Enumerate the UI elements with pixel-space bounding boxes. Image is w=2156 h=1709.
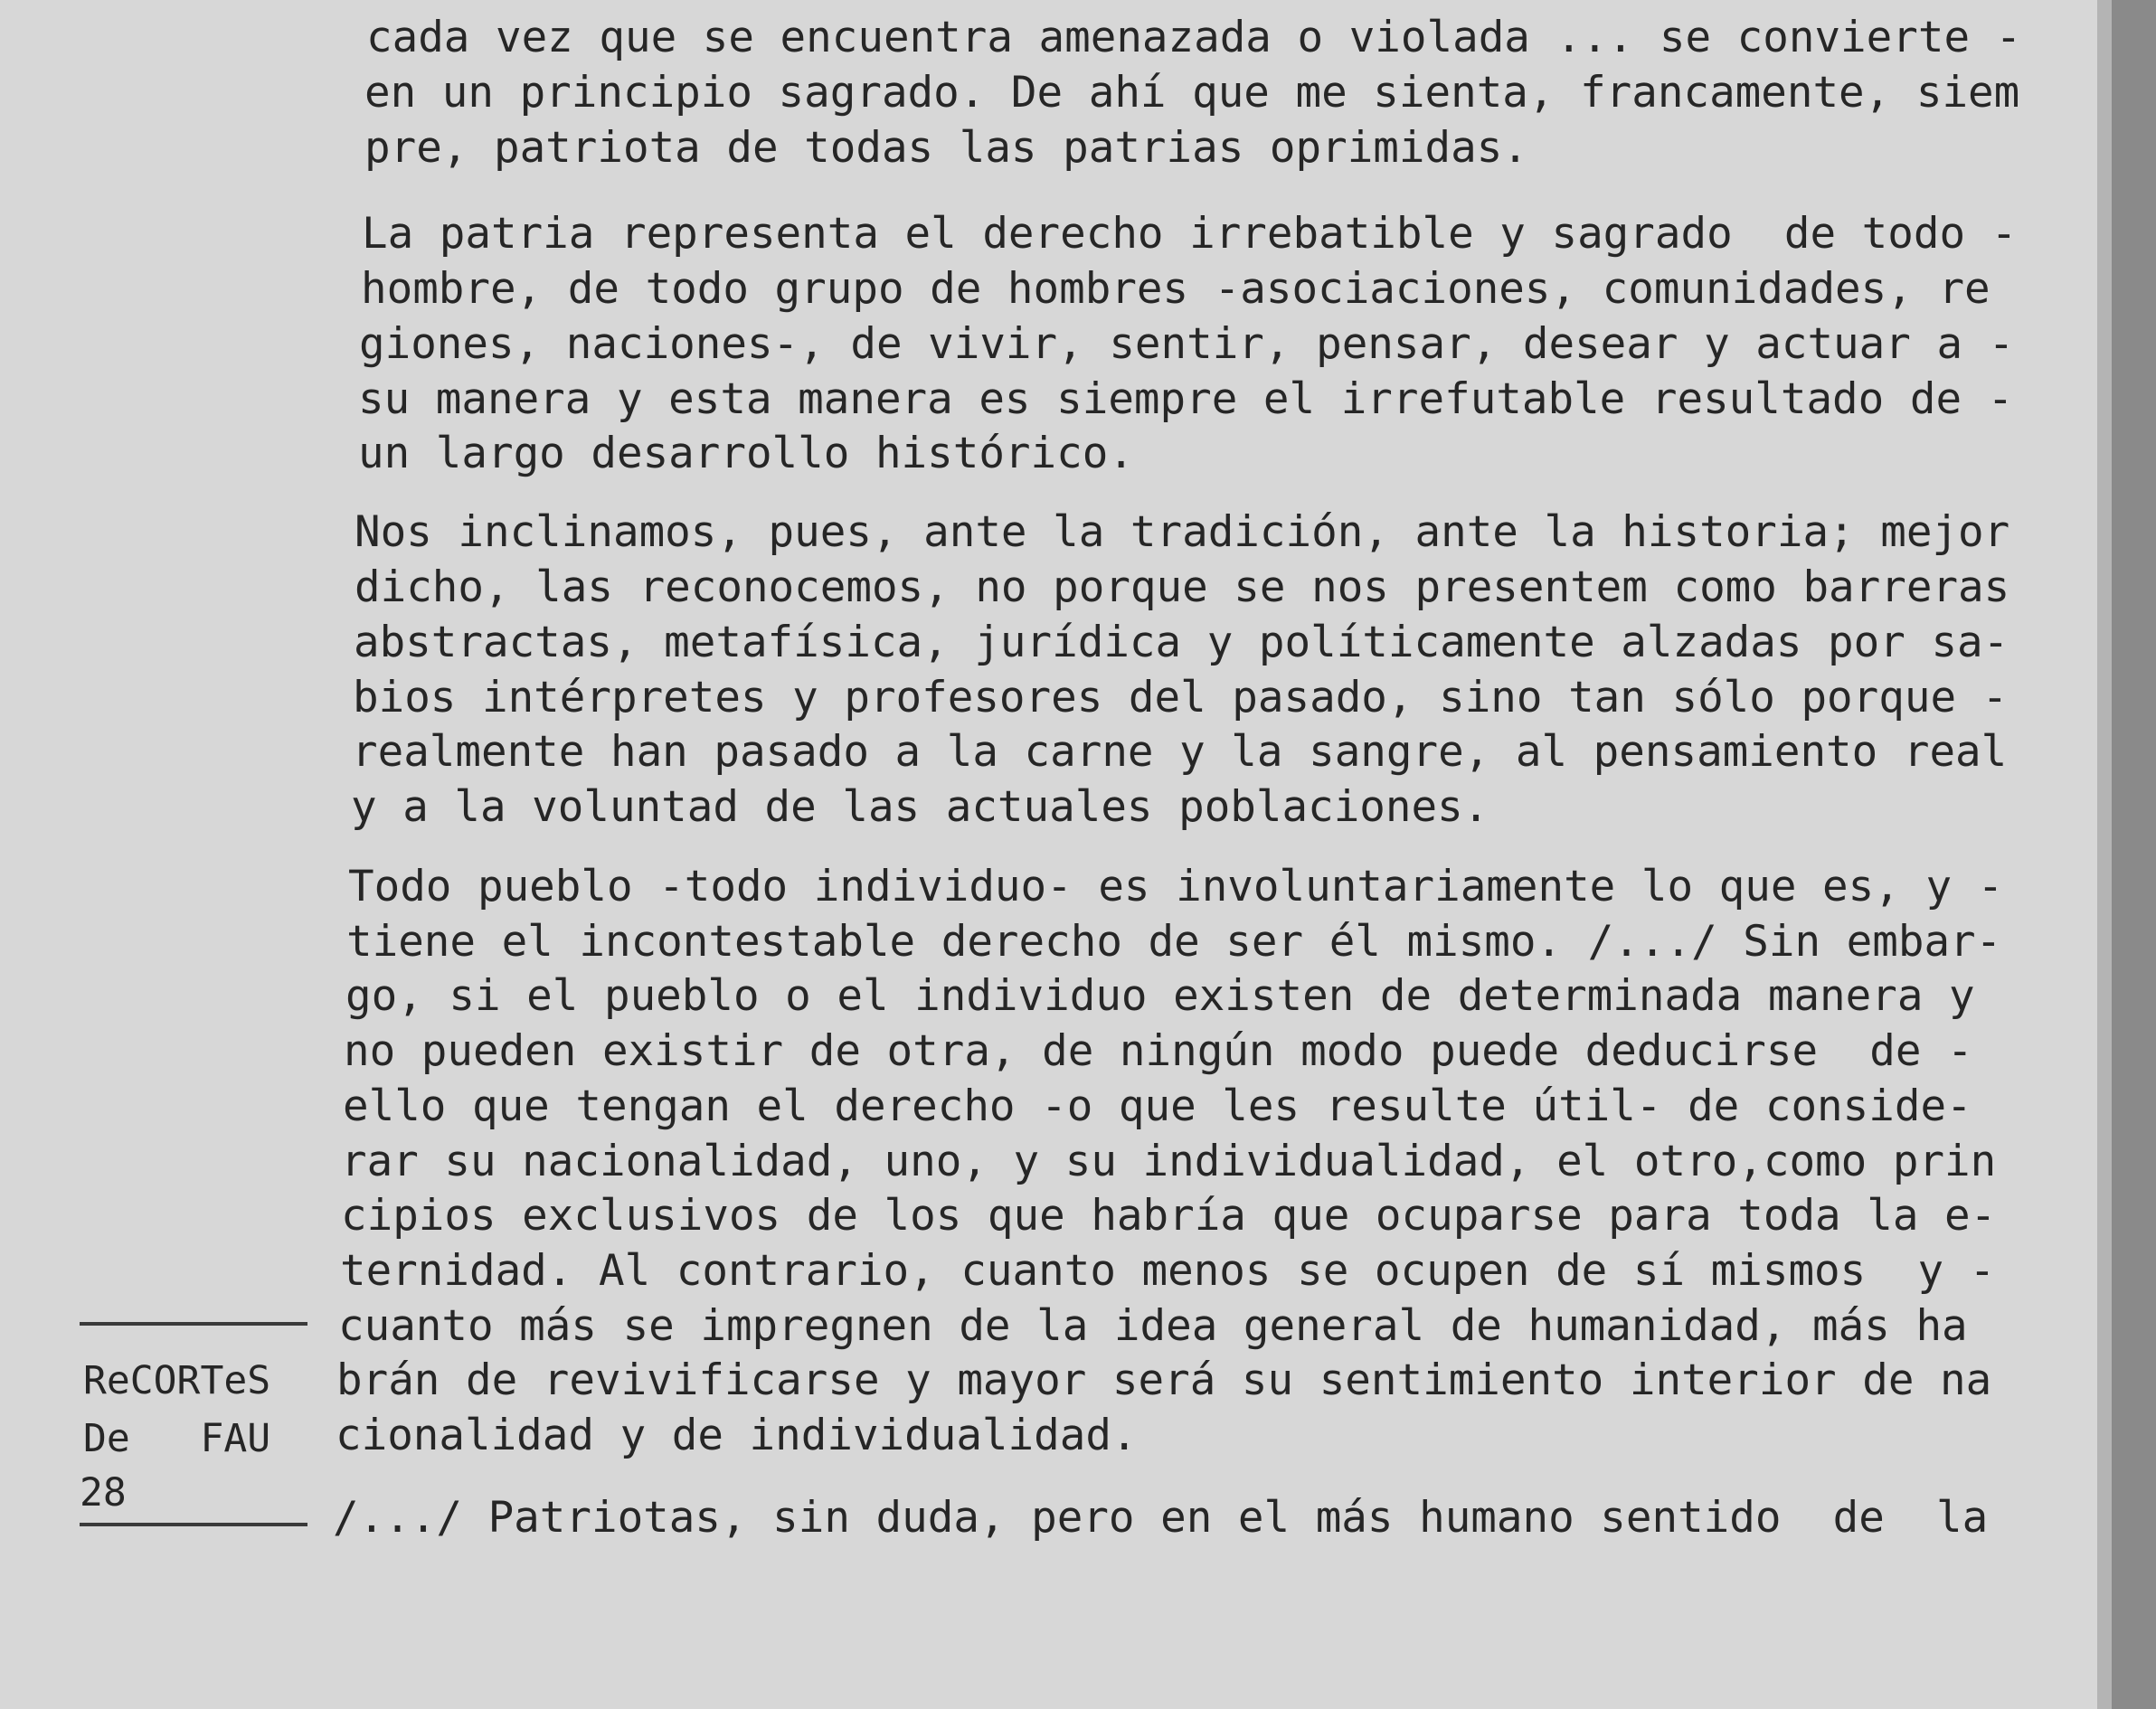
text-line: cionalidad y de individualidad. <box>336 1411 1138 1460</box>
text-line: ternidad. Al contrario, cuanto menos se ocupen de sí mismos y - <box>340 1246 1996 1296</box>
text-line: no pueden existir de otra, de ningún modo puede deducirse de - <box>344 1026 1973 1076</box>
text-line: hombre, de todo grupo de hombres -asociaciones, comunidades, re <box>361 264 1991 314</box>
text-line: en un principio sagrado. De ahí que me sienta, francamente, siem <box>364 68 2020 118</box>
text-line: pre, patriota de todas las patrias oprimidas. <box>364 123 1528 173</box>
text-line: su manera y esta manera es siempre el irrefutable resultado de - <box>358 374 2014 424</box>
text-line: dicho, las reconocemos, no porque se nos presentem como barreras <box>355 562 2010 612</box>
text-line: Todo pueblo -todo individuo- es involuntariamente lo que es, y - <box>348 862 2004 911</box>
text-line: bios intérpretes y profesores del pasado, sino tan sólo porque - <box>353 673 2009 722</box>
page-edge-shadow <box>2097 0 2112 1709</box>
text-line: tiene el incontestable derecho de ser él mismo. /.../ Sin embar- <box>346 917 2002 967</box>
text-line: cipios exclusivos de los que habría que ocuparse para toda la e- <box>341 1191 1997 1241</box>
text-line: cada vez que se encuentra amenazada o violada ... se convierte - <box>366 13 2022 62</box>
sidebar-rule-top <box>80 1322 307 1326</box>
text-line: un largo desarrollo histórico. <box>358 429 1134 478</box>
text-line: /.../ Patriotas, sin duda, pero en el más humano sentido de la <box>333 1493 1989 1543</box>
text-line: ello que tengan el derecho -o que les resulte útil- de conside- <box>343 1081 1972 1131</box>
text-line: realmente han pasado a la carne y la sangre, al pensamiento real <box>352 727 2008 777</box>
text-line: abstractas, metafísica, jurídica y políticamente alzadas por sa- <box>354 618 2009 667</box>
text-line: giones, naciones-, de vivir, sentir, pensar, desear y actuar a - <box>359 319 2015 369</box>
text-line: La patria representa el derecho irrebatible y sagrado de todo - <box>362 209 2018 259</box>
text-line: go, si el pueblo o el individuo existen de determinada manera y <box>345 971 1975 1021</box>
text-line: Nos inclinamos, pues, ante la tradición, ante la historia; mejor <box>355 507 2010 557</box>
sidebar-line: 28 <box>80 1470 127 1515</box>
sidebar-line: ReCORTeS <box>83 1358 271 1403</box>
text-line: cuanto más se impregnen de la idea general de humanidad, más ha <box>338 1301 1968 1351</box>
sidebar-line: De FAU <box>83 1416 271 1461</box>
text-line: brán de revivificarse y mayor será su sentimiento interior de na <box>336 1355 1992 1405</box>
sidebar-rule-bottom <box>80 1523 307 1526</box>
page-edge <box>2112 0 2156 1709</box>
text-line: y a la voluntad de las actuales poblaciones. <box>351 782 1489 832</box>
text-line: rar su nacionalidad, uno, y su individualidad, el otro,como prin <box>341 1137 1997 1186</box>
